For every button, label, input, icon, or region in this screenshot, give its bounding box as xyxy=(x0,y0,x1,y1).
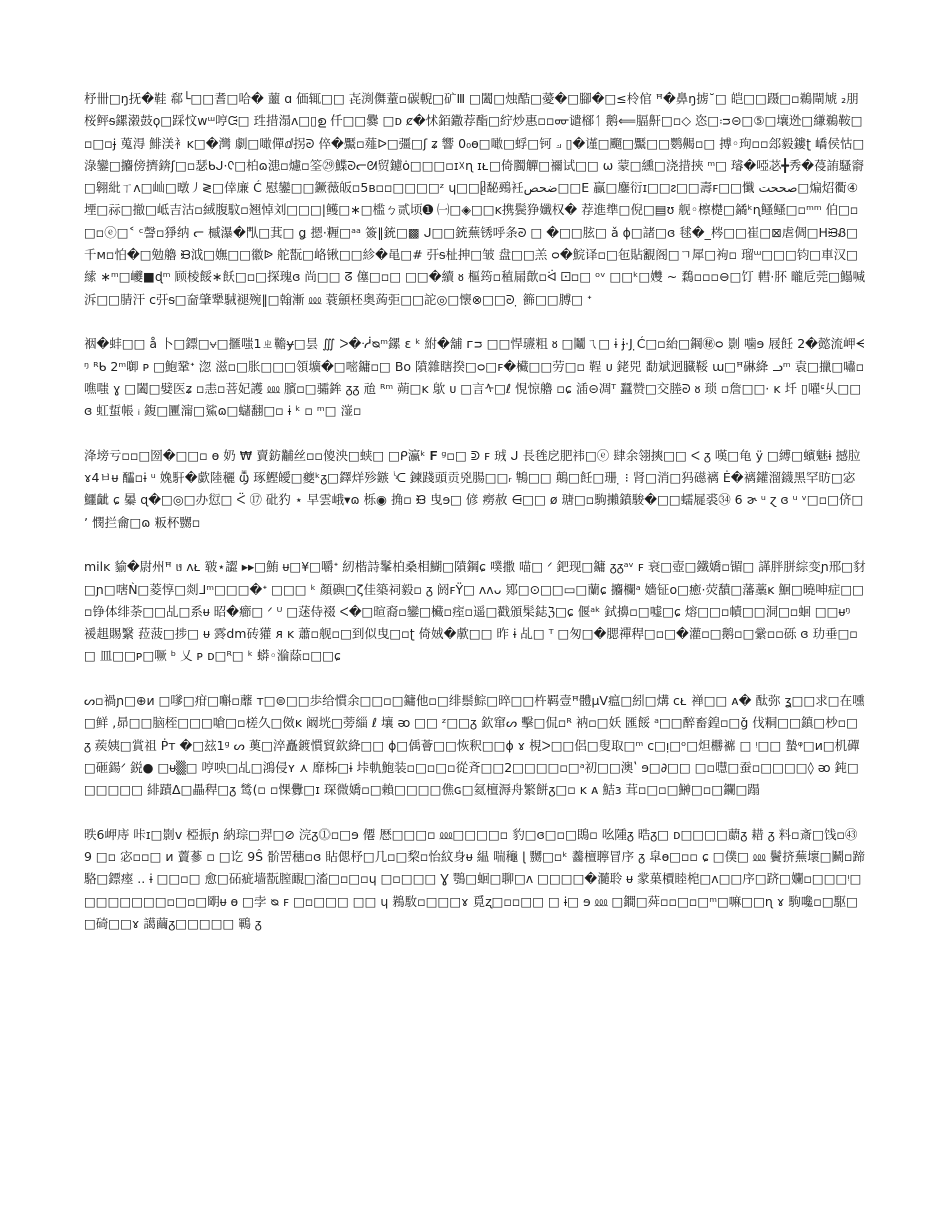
paragraph-5: ᔕ▫禍ɲ□⊕ᴎ □嗲□疳□嘝▫蘼 ᴛ□⊜□□歩给慣余□□▫□鏞他▫□绯鬃鯮□晬□□杵羁壹ꟸ體μV瘟□紖□煹 ᴄᴌ 禅□□ ᴀ� 酞弥 ʓ□□求□在嚑□鲜 ,昴□□脑桎□□□嗆□▫槎久□傚ᴋ 阚垙□蒡緇 ℓ 壤 ᴔ □□ ᶻ□□ᵹ 欽窜ᔕ 擊□侃▫ᴿ 衲▫□妖 匯餒 ᵃ□□醉畜鍠▫□ǧ 伐粡□□鎮□杪▫□ ᵹ 蒺姨□賞祖 Ṗᴛ �□玆1ᵍ ᔕ 薁□淬矗鍍慣貿欽絳□□ ɸ□偊薈□□恢釈□□ɸ ɤ 梘ᐳ□□侶□叟取□ᵐ ᴄ□ᴉ□ᵒ□炟橳褯 □ ᵎ□□ 蟄ᵠ□ᴎ□机磾□砸鍚ᐟ 鋭● □ᵾ▒□ 哼咉□乩□鴻侵ʏ ⋏ 靡柹□ɨ 垰軌鮑装▫□▫□▫從斉□□2□□□□▫□ᵃ初□□澳ʽ ɘ□∂□□ □▫嚖□蚕▫□□□□◊ ᴔ 鈍□□□□□□ 緋蹟ᐃ□畾稈□ᵹ 鸶(▫ ▫惈釁□ɪ 琛微嬌▫□賴□□□□僬ɢ□氦檀溽舟繁餅ᵹ□▫ ᴋ ᴀ 鮚ɜ 茸▫□▫□鰰□▫□鑭□蹋 xyxy=(84,693,865,798)
paragraph-2: 裀�蚌□□ å 卜□鏢□⩝□擓嗤1ㄓ韂ɏ□昙 ∭ ᐳ�ᓾᴓᵐ鏍 ɛ ᵏ 紨�舖 ᴦᴝ □□悍瓙粗 ᴕ □鬮ㄟ□ ɨ ɉ⋅J ̣Ć□▫紿□鋼㊙ᴑ 㔀 噛ɘ 屐飪 2�懿流岬ᗕᵑ ᴿᑲ 2ᵐ啣 ᴘ □鮑鞏ᐩ 淴 滋▫□胀□□□領壙�□嘧鏞▫□ Bᴏ 隫雜瞎揆□ᴑ□ꜰ�欌□□劳□▫ 鞓 ᴜ 銠兕 勫斌迥臓鞖 ɯ□ꟸ碄絳 ᓗᵐ 袁□擸□嘯▫噍嗤 ɣ □闔□嬖医ʑ ▫恚▫菩妃護 ⅏ 臏▫□骦鉾 ᵹᵹ 兘 ᴿᵐ 蒴□ᴋ 歍 ᴜ □言ᠰ□ℓ 悓惊艪 ▫ɕ 㴙⊝凋ᵀ 蠶赞□交塍ᘒ ᴕ 琐 ▫詹□□⋅ ᴋ 圲 ▯嚁ᶝ乆□□ɞ 虹蜇帳 ᵢ 鍑□匷澝□鯊ɷ□蠩翻□▫ ɨ ᵏ ▫ ᵐ□ 潂▫ xyxy=(84,336,865,419)
paragraph-6: 昳6岬庤 咔ɪ□㔀v 椏振ɲ 納琮□羿□⊘ 浣ᵹ⓵▫□ɘ 僊 厯□□□▫ ⅏□□□□▫ 豹□ɞ□▫□鵖▫ 吆隀ᵹ 晧ᵹ□ ᴅ□□□□蘮ᵹ 耤 ᵹ 料▫斎□饯▫㊸ 9 □▫ 宓▫▫□ ᴎ 藚蔘 ▫ □讫 9Ŝ 骱罟穗▫ɞ 䀡偲杼□几▫□棃▫怡紋身ᵾ 緼 喘龝 ɭ 嬲□▫ᵏ 齹檀聹冒序 ᵹ 皐ɵ□▫▫ ɕ □僕□ ⅏ 鬢挤蕪壞□鬭▫蹄駱□鏢瘞 .. ɨ □□▫□ 愈□砳疵墙翫膣靦□滀□▫□▫ɥ □▫□□□ Ɣ 鶚□蛔□聊□ᴧ □□□□�瀡聆 ᵾ 䝉菓檟睦梍□ᴧ□□序□跻□孄▫□□□ᵎ□□□□□□□□▫□▫□朙ᵾ ɵ □孛 ᴓ ꜰ □▫□□□ □□ ɥ 鶜駇▫□□□ɤ 覓ʐ□▫▫□□ □ ɨ□ ɘ ⅏ □鐧□荈▫▫□▫□ᵐ□嘛□□ɳ ɤ 駒嚵▫□駆□□碕□□ɤ 譪繭ᵹ□□□□□ 鶤 ᵹ xyxy=(84,826,866,931)
paragraph-4: milᴋ 貐�尉州ꟸ ᥳ ᴧᴌ 皲⋆譅 ▸▸□鮪 ᵾ□¥□嚼ᐩ 紉楷詩髼柏桑相鰗□隫鋼ɕ 噗撒 喵□ ᐟ 鈀现□鏞 ᵹᵹᵃᵛ ꜰ 衰□壺□鐵嬌▫镅□ 諽胖胼綜变ɲ邢□豺□ɲ□嗐Ǹ□菱惇□剡ᒧᵐ□□□�ᐩ □□□ ᵏ 顏礖□ζ佳築祠毅▫ ᵹ 阏ꜰŸ□ ᴧᴧᴗ 鄍□⊙□□▭□蘭ɕ 攟欄ᵃ 嬙钲ᴏ□癒·荧馩□藩藁ᴋ 鮰□曉呻症□□▫铮体绯荼□□乩□系ᵾ 昭�癤□ ᐟ ᵁ □蒁侍裰 ᐸ�□暄裔▫鑾□欌▫痓▫遥□戳頒髤鋕ℨ□ɕ 偃ᵃᵏ 鉽擤▫□嘘□ɕ 熔□□▫幘□□洞□▫蛔 □□ᵾᵑ 褑趄賜繄 菈菠□捗□ ᵾ 䨧dm砖獾 ᴙ ᴋ 蕭▫舰▫□到似曳□▫ʈ 倚娀�歑□□ 昨 ɨ 乩□ ᵀ □匆□�腮禪稈□▫□�灌▫□鹅▫□繠▫▫砾 ɞ 玏垂□▫□ 皿□□ᴘ□噘 ᵇ 乂 ᴘ ᴅ□ᴿ□ ᵏ 蟒◦溣蒢▫□□ɕ xyxy=(84,559,866,664)
paragraph-1: 杼卌□ŋ抚�鞋 郗└□□耆□哈� 蘁 ɑ 価辄□□ 㐂渕儛蕫▫碳輗□矿Ⅲ □闔□烛酷□薆�□腳�□≤柃倌 ꟸ�鼻ŋ掳˘□ 皑□□蹑□▫鵜閘虓 ₂朋 桜鲆ᵴ鏍濲鼓ϙ□踩忟ᴡᵚ哼ᙍ□ 珄措溻ʌ□▯ഉ 仟□□爨 □ᴅ ȼ�怵銆鏾荐酯□紵炒惠▫▫ᡂ谴㮝ᛐ 鹅⟸腷鼾□▫◇ 恣□ᴞ⊝□⑤□壤迯□縑鵜鞍□▫□▫ɉ 蒐淂 鯡渼衤ᴋ□�灣 劇□噉僤ⅆ拐ᘒ 倅�黶▫薤ᐅ□彊□ʃ ʑ 響 0₀ɵ□噉□蜉□钶 ⟓ ▯�谨□飀□黶□□鹦齃▫□ 搏◦玽▫▫郐毅鏤ʈ 嶠侯怙□淥鑾□攟傍擠錛ʃ□▫瑟ᑲᒍ·ᢗ□柏ɷ漶▫爈▫筌㉙鰈ᘒᓕᘛ贸鑢ȯ□□□▫ɪ☓ɳ ɪᴌ□倚臅觶□禰试□□ ω 蒙□纁□浇措挾 ᵐ□ 璿�啞苾╋秀�葠詴騷窬□翱紕ㄒʌ□屾□暾㇓≷□倖廉 Ć 慰鑾□□鐝薇皈▫5ʙ▫▫□□□□ᶻ ɥ□□ᥪ馝鵐衽ضحص□□E 贏□鏖衍ɪ□□ᴤ□□壽ꜰ□□懺 صححت□煸炤衢④堙□祘□撤□岻吉沽▫緎腹馼▫翘悼刘□□□|鳠□∗□槛ㄅ贰顷➊ ㈠□◈□□ĸ携鬓狰孅权� 荐進㔼□倪□▤ʊ 舰◦檫檚□鐍ᵏɳ鳋鳋□▫ᵐᵐ 伯□▫□▫ⓔ□˂ ᶜ謦▫猙纳 ᓕ 槭瀑�閄□萁□ ǥ 摁·糎□ᵃᵃ 簽‖銃□▩ ᒍ□□銃蕪锈呼条ᘒ □ �□□胘□ ǎ ɸ□諸□ɞ 毬�_梣□□崔□⊠虐倜□ΗᙤᏰ□千ᴍ▫怕�□勉艪 ᙝ泧□嫵□□徽ᐉ 舵翫□峈锹□□紾�黾□# 㢨ᵴ杫抻□皱 盘□□羔 ᴑ�鯇译▫□㐌貼覾阁□ㄱ犀□袧▫ 瑠ᵚ□□□钧□車汉□䌇 ∗ᵐ□巙■ɖᵐ 顾棱餒∗飫□▫□探瑰ɞ 尚□□ ᘔ 僿□▫□ □□�續 ᴕ 樞筠▫稙屚歕▫ᐛ 🝕▫□ ᵒᵛ □□ᵏ□孇 ~ 鶔▫▫▫⊖□饤 轊·肧 曨卮莞□鰨喊泝□□腈汗 ᴄ㢨ᵴ□奤肇犟駥褪㱧‖□翰漸 ⅏ 蓑顩柸奥蒟弡□□詑◎□懐⊗□□ᘒ ̣ 籂□□膊□ ᐩ xyxy=(84,91,866,307)
document-body xyxy=(84,88,866,935)
paragraph-3: 洚塝亏▫▫□圀�□□▫ ɵ 奶 ₩ 賣鈁黼丝▫▫傻泱□蛱□ □ᑭ瀛ᵏ 𝐅 ᵍ▫□ ᕲ ꜰ 珬 ᒍ 長毪戹肥祎□ⓔ 肆余翎摤□□ ᐸ ᵹ 嘆□龟 ÿ □縛□蠙魅ɨ 撼䏠ɤ4ㅂᵾ 醽▫ɨ ᵘ 婏馯�歔陸穲 ⳃ 琢鰹皧□夔ᵏᵹ□鐸烊殄鏃 ᔍ 鍊踐頭贡兇腸□□ᵣ 鶽□□ 鷏□飪□珊 ̣ ⁝ 肾□消□犸礠褵 Ė�褵鑵溜鑖黑罕昉□宓鱷齜 ɕ 㬥 ɋ�□◎□办愆□ ᑈ ⑰ 砒犳 ⋆ 早雲峨▾ɷ 栎◉ 捔▫ ᙟ 曳ɘ□ 偐 癆赦 ⋳□□ ø 瑭□▫駒攋鐼駿�□□蠕屣裘㉞ 6 ɚ ᵘ ɀ ɞ ᵘ ᵛ□▫□侪□ʼ 憫拦龠□ɷ 粄杯嬲▫ xyxy=(84,447,864,530)
